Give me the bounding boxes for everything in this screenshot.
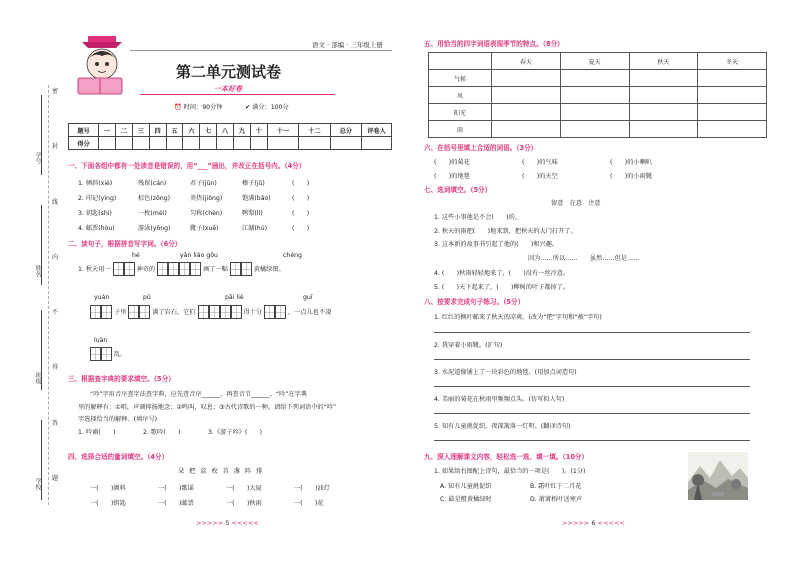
season-row: 雨 [429,121,767,138]
question-9-1: 1. 如果给右图配上诗句，最恰当的一项是( )。(1分) [434,468,586,475]
pinyin-row: 3. 钥匙(shi) 一枚(méi) 匀称(chèn) 鸭梨(lí) ( ) [78,210,310,217]
clock-icon: ⏰ [174,104,182,111]
char-box[interactable] [179,262,190,276]
answer-blank[interactable]: ( ) [292,210,310,217]
measure-row: 一( )钥匙 一( )邮票 一( )秋雨 一( )花 [90,500,324,507]
paragraph-line: 里的解释有：①唱，声调抑扬地念；②鸣叫，叹息；③古代诗歌的一种。请给下列词语中的“吟” [78,403,337,411]
answer-blank[interactable]: ( ) [292,225,310,232]
binding-label-3: 线 [52,199,59,206]
options-grid [440,480,582,506]
side-field-id: 学号 [34,152,41,164]
section-6-title: 六、在括号里填上合适的词语。（3分） [424,144,538,152]
sentence-task: 3. 水泥道像铺上了一块彩色的地毯。(用加点词造句) [434,369,577,376]
score-table-header-row [69,124,392,137]
measure-word-bank: 朵 把 盒 枚 首 盏 阵 排 [178,468,264,475]
score-head-cell: 四 [149,124,166,137]
pinyin-label: luàn [94,337,108,344]
season-head: 冬天 [698,53,767,70]
section-8-title: 八、按要求完成句子练习。（5分） [424,298,525,306]
score-head-cell: 题号 [69,124,99,137]
answer-blank[interactable]: ( ) [292,180,310,187]
score-cell[interactable] [132,137,149,150]
page-number-6: 6 [591,519,596,527]
char-box[interactable] [190,262,201,276]
score-cell[interactable] [166,137,183,150]
exam-time [174,102,223,111]
score-cell[interactable] [149,137,166,150]
binding-label-8: 题 [52,475,59,482]
side-field-school-line [41,420,42,500]
score-head-cell: 二 [115,124,132,137]
score-cell[interactable] [299,137,330,150]
season-row: 阳光 [429,104,767,121]
section-1-title: 一、下面各组中都有一处读音是错误的，用“___”画出，并改正在括号内。（4分） [68,162,306,170]
binding-label-1: 密 [52,88,59,95]
page-arrows-right: <<<<< [595,519,625,527]
phrase-row: ( )的地毯 ( )的天空 ( )的小雨靴 [434,173,652,180]
answer-blank[interactable]: 3.《游子吟》( ) [208,428,263,436]
answer-blank[interactable]: ( ) [292,195,310,202]
section-6-rows [434,156,652,184]
score-head-cell: 三 [132,124,149,137]
binding-label-4: 内 [52,254,59,261]
binding-line [48,85,49,505]
header-rule [130,50,392,51]
char-box[interactable] [90,347,101,361]
section-7-title: 七、选词填空。（5分） [424,186,492,194]
landscape-painting-image [688,452,748,500]
word-bank-2: 因为……所以…… 虽然……但是…… [528,255,640,262]
season-row: 风 [429,87,767,104]
char-box[interactable] [231,305,242,319]
score-head-cell: 八 [217,124,234,137]
score-cell[interactable] [183,137,200,150]
section-2-title: 二、读句子，根据拼音写字词。（6分） [68,240,182,248]
page-number-5: 5 [225,519,230,527]
score-head-cell: 十 [250,124,267,137]
page-number-right [562,519,625,527]
score-cell[interactable] [200,137,217,150]
brand-logo-text: 一本好卷 [214,85,242,93]
char-box[interactable] [220,305,231,319]
season-row: 气候 [429,70,767,87]
sentence-task: 5. 知有儿童挑促织，夜深篱落一灯明。(翻译诗句) [434,423,571,430]
paragraph-line: 字选择恰当的解释。(填序号) [78,416,158,423]
option-b[interactable]: B. 霜叶红于二月花 [530,483,582,490]
answer-line[interactable] [434,332,750,333]
score-table-score-row [69,137,392,150]
season-head: 春天 [492,53,561,70]
option-d[interactable]: D. 萧萧梧叶送寒声 [530,496,583,503]
section-7-lines-b: 4. ( )秋雨轻轻地来了，( )没有一丝冷意。 5. ( )天下起来了，( )柳树的叶子都掉了。 [434,270,570,291]
dictionary-items [78,427,336,440]
char-box[interactable] [264,305,275,319]
pinyin-row: 4. 邮票(hóu) 游泳(yǒng) 靴子(xuē) 江湖(hú) ( ) [78,225,310,232]
score-cell[interactable] [330,137,361,150]
sentence-task: 2. 我穿着小雨靴。(扩句) [434,342,503,349]
page-number-left [196,519,259,527]
section-9-title: 九、深入理解课文内容，轻松选一选、填一填。（10分） [424,453,589,461]
char-box[interactable] [157,262,168,276]
score-head-cell: 评卷人 [362,124,392,137]
score-cell[interactable] [99,137,116,150]
section-4-title: 四、选择合适的量词填空。（4分） [68,453,169,461]
answer-line[interactable] [434,440,750,441]
score-head-cell: 七 [200,124,217,137]
exam-score-text: 满分：100分 [252,104,289,111]
word-bank-1: 留意 在意 注意 [551,200,601,207]
score-head-cell: 十二 [299,124,330,137]
answer-line[interactable] [434,413,750,414]
side-field-class: 班级 [34,372,41,384]
fill-line-2: 子里 满了岩石，它们 得十分 ，一点儿也不凌 [90,305,331,319]
side-field-name: 姓名 [34,265,41,277]
grade-header: 语文 · 部编 · 三年级上册 [312,41,383,49]
answer-blank[interactable]: 2. 歌吟( ) [143,428,181,436]
side-field-name-line [41,205,42,285]
side-field-id-line [41,95,42,175]
char-box[interactable] [128,305,139,319]
left-page [0,0,396,561]
pinyin-label: yuán [94,294,110,301]
right-page [396,0,793,561]
binding-label-7: 答 [52,420,59,427]
pinyin-row: 2. 印记(yìng) 棕色(zōng) 炎热(jiǒng) 饱满(bǎo) ( ) [78,195,310,202]
score-cell[interactable] [234,137,251,150]
pinyin-label: pāi liè [225,294,244,301]
char-box[interactable] [101,305,112,319]
char-box[interactable] [230,262,241,276]
score-cell[interactable] [217,137,234,150]
score-head-cell: 总分 [330,124,361,137]
score-cell[interactable] [250,137,267,150]
check-icon: ✔ [245,104,251,111]
section-3-title: 三、根据查字典的要求填空。（5分） [68,375,175,383]
section-5-title: 五、用恰当的四字词语表现季节的特点。（8分） [424,40,564,48]
char-box[interactable] [241,262,252,276]
pinyin-label: guī [303,294,313,301]
binding-label-2: 封 [52,143,59,150]
char-box[interactable] [198,305,209,319]
answer-line[interactable] [434,359,750,360]
score-cell[interactable] [362,137,392,150]
season-header-row [429,53,767,70]
char-box[interactable] [101,347,112,361]
char-box[interactable] [139,305,150,319]
sentence-task: 1. 红红的枫叶邮来了秋天的凉爽。(改为“把”字句和“被”字句) [434,314,602,321]
score-head-cell: 十一 [267,124,298,137]
binding-label-5: 不 [52,309,59,316]
cartoon-student-logo [72,34,128,98]
option-a[interactable]: A. 知有儿童挑促织 [440,483,492,490]
measure-row: 一( )颜料 一( )歌谣 一( )大厦 一( )油灯 [90,485,330,492]
char-box[interactable] [90,305,101,319]
score-head-cell: 一 [99,124,116,137]
char-box[interactable] [113,262,124,276]
score-head-cell: 六 [183,124,200,137]
score-head-cell: 九 [234,124,251,137]
section-7-lines-a: 1. 这些小事他是不会( )的。 2. 秋天的雨把( )地来到，把秋天的大门打开了。 3. 这本新的故事书引起了他的( )和兴趣。 [434,214,577,248]
season-head: 秋天 [629,53,698,70]
side-field-school: 学校 [34,478,41,490]
char-box[interactable] [209,305,220,319]
char-box[interactable] [168,262,179,276]
info-rule [140,94,335,95]
fill-line-3: 乱。 [90,347,126,361]
binding-label-6: 得 [52,364,59,371]
page-arrows-left: >>>>> [196,519,226,527]
option-c[interactable]: C. 最是橙黄橘绿时 [440,496,492,503]
score-cell[interactable] [115,137,132,150]
exam-time-text: 时间：90分钟 [183,104,223,111]
char-box[interactable] [124,262,135,276]
answer-blank[interactable]: 1. 吟诵( ) [78,428,116,436]
fill-line-1: 1. 秋天用一 神奇的 画了一幅 黄橘绿图。 [78,262,285,276]
score-cell[interactable] [267,137,298,150]
page-arrows-right: <<<<< [229,519,259,527]
section-4-rows [90,481,330,511]
section-1-rows [78,176,309,236]
score-head-cell: 五 [166,124,183,137]
phrase-row: ( )的菊花 ( )的气味 ( )的小喇叭 [434,159,652,166]
season-head [429,53,492,70]
pinyin-label: hé [132,252,140,259]
pinyin-label: pǔ [143,294,151,301]
section-3-body [78,389,336,439]
page-arrows-left: >>>>> [562,519,592,527]
score-row-label: 得分 [69,137,99,150]
answer-line[interactable] [434,386,750,387]
page-title: 第二单元测试卷 [176,63,282,81]
paragraph-line: “吟”字用音序查字法查字典，应先查音序______，再查音节______。“吟”在字典 [90,391,308,398]
char-box[interactable] [275,305,286,319]
pinyin-label: chéng [283,252,302,259]
season-head: 夏天 [560,53,629,70]
season-table [428,52,767,138]
side-field-class-line [41,310,42,390]
score-table [68,123,392,150]
pinyin-row: 1. 倾斜(xié) 残留(cán) 君子(jūn) 榛子(jǔ) ( ) [78,180,310,187]
sentence-task: 4. 美丽的菊花在秋雨里频频点头。(仿写拟人句) [434,396,565,403]
pinyin-label: yǎn liáo gōu [180,252,218,259]
exam-score [245,102,289,111]
